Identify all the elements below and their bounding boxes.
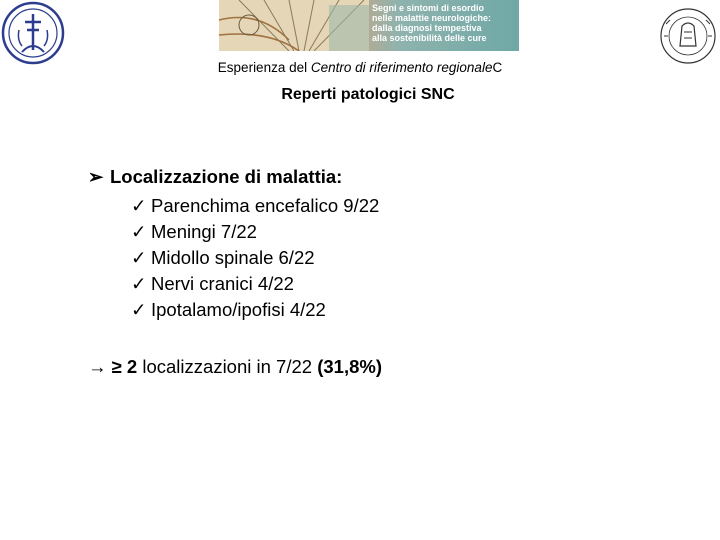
right-arrow-icon: → [88,356,107,377]
banner-artwork [219,0,369,51]
list-item-text: Nervi cranici 4/22 [151,273,294,294]
localization-list [131,193,379,323]
list-item [131,245,379,271]
banner-line: alla sostenibilità delle cure [372,33,487,43]
section-heading-text: Localizzazione di malattia: [110,166,343,187]
banner-text [372,3,517,43]
arrow-bullet-icon: ➢ [88,166,104,187]
banner-line: Segni e sintomi di esordio [372,3,485,13]
summary-bold-end: (31,8%) [317,356,382,377]
check-icon: ✓ [131,273,147,294]
institution-seal-icon [0,0,66,66]
banner-line: nelle malattie neurologiche: [372,13,492,23]
list-item [131,193,379,219]
list-item-text: Ipotalamo/ipofisi 4/22 [151,299,326,320]
check-icon: ✓ [131,299,147,320]
check-icon: ✓ [131,221,147,242]
summary-line [88,356,382,378]
check-icon: ✓ [131,195,147,216]
subtitle-suffix: C [492,60,503,75]
university-seal-icon [656,6,720,66]
list-item-text: Meningi 7/22 [151,221,257,242]
list-item-text: Midollo spinale 6/22 [151,247,315,268]
list-item [131,297,379,323]
summary-bold-start: ≥ 2 [111,356,138,377]
page-title: Reperti patologici SNC [281,86,455,103]
subtitle-prefix: Esperienza del [217,60,311,75]
list-item-text: Parenchima encefalico 9/22 [151,195,380,216]
list-item [131,219,379,245]
banner-line: dalla diagnosi tempestiva [372,23,482,33]
subtitle-italic: Centro di riferimento regionale [310,60,493,75]
summary-middle: localizzazioni in 7/22 [137,356,318,377]
list-item [131,271,379,297]
conference-banner [219,0,519,51]
check-icon: ✓ [131,247,147,268]
subtitle [0,60,720,75]
section-heading [88,166,342,188]
